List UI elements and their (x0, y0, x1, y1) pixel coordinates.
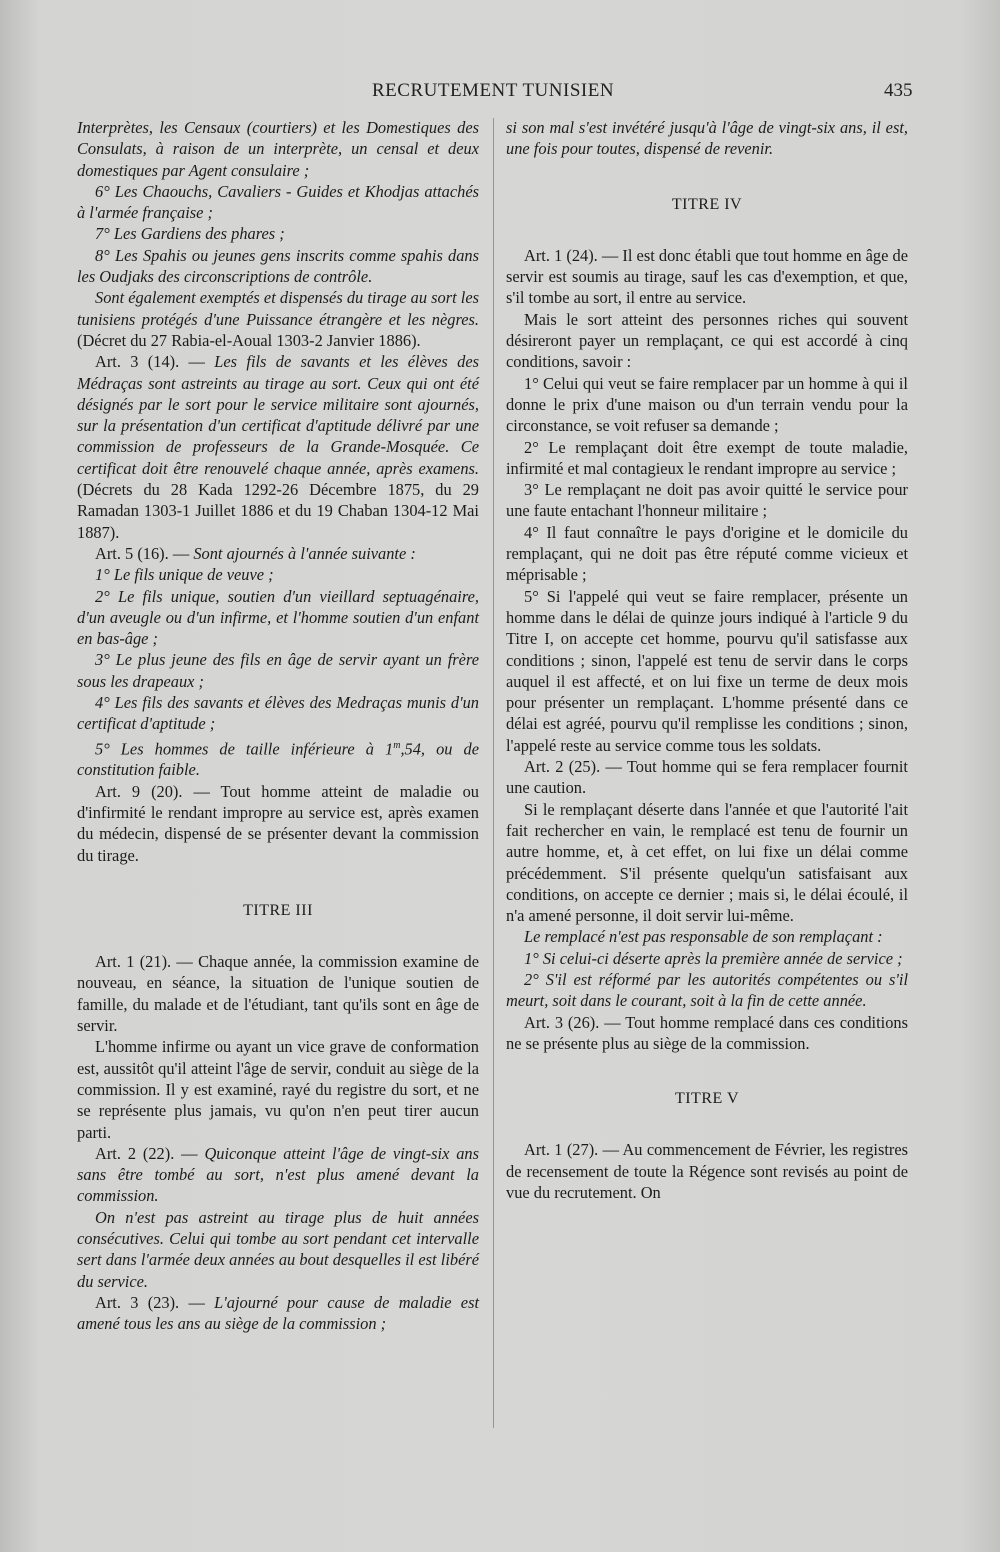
paragraph: Le remplacé n'est pas responsable de son remplaçant : (524, 927, 883, 947)
article-lead: Art. 2 (22). — (95, 1143, 205, 1163)
paragraph: On n'est pas astreint au tirage plus de huit années consécutives. Celui qui tombe au sort pendant cet intervalle sert dans l'armée deux années au bout desquelles il est libéré du service. (77, 1207, 479, 1291)
article (77, 351, 479, 543)
article-lead: Art. 3 (14). — (95, 352, 215, 372)
list-item: 1° Si celui-ci déserte après la première année de service ; (524, 948, 903, 968)
paragraph: 6° Les Chaouchs, Cavaliers - Guides et Khodjas attachés à l'armée française ; (77, 181, 479, 223)
column-divider (493, 118, 494, 1428)
paragraph: Mais le sort atteint des personnes riches qui souvent désireront payer un remplaçant, ce qui est accordé à cinq conditions, savoir : (506, 309, 908, 372)
running-title: RECRUTEMENT TUNISIEN (372, 80, 615, 101)
left-column (77, 117, 479, 1335)
list-item: 1° Celui qui veut se faire remplacer par un homme à qui il donne le prix d'une maison ou d'un terrain vendu pour la circonstance, se voit refuser sa demande ; (506, 373, 908, 436)
article: Art. 9 (20). — Tout homme atteint de maladie ou d'infirmité le rendant impropre au service est, après examen du médecin, dispensé de se présenter devant la commission du tirage. (77, 781, 479, 865)
article-italic-text: Sont ajournés à l'année suivante : (193, 543, 416, 563)
article-italic-text: Quiconque atteint l'âge de vingt-six ans sans être tombé au sort, n'est plus amené devant la commission. (77, 1143, 479, 1206)
article-italic-text: L'ajourné pour cause de maladie est amené tous les ans au siège de la commission ; (77, 1292, 480, 1334)
page-number: 435 (884, 80, 913, 101)
list-item: 3° Le remplaçant ne doit pas avoir quitté le service pour une faute entachant l'honneur militaire ; (506, 480, 908, 521)
article-lead: Art. 5 (16). — (95, 543, 194, 563)
list-item-text: 5° Les hommes de taille inférieure à 1 (95, 739, 394, 759)
section-title: TITRE III (243, 901, 313, 919)
article: Art. 3 (26). — Tout homme remplacé dans ces conditions ne se présente plus au siège de la commission. (506, 1012, 908, 1053)
list-item: 4° Il faut connaître le pays d'origine et le domicile du remplaçant, qui ne doit pas être réputé comme vicieux et méprisable ; (506, 522, 908, 585)
list-item-text: ,54, ou de constitution faible. (77, 739, 479, 780)
article (77, 1143, 479, 1207)
decree-reference: (Décret du 27 Rabia-el-Aoual 1303-2 Janvier 1886). (77, 330, 421, 350)
list-item (77, 735, 479, 781)
paragraph: 7° Les Gardiens des phares ; (95, 224, 285, 244)
paragraph: Interprètes, les Censaux (courtiers) et les Domestiques des Consulats, à raison de un interprète, un censal et deux domestiques par Agent consulaire ; (77, 118, 479, 180)
article (77, 543, 479, 564)
article (77, 1292, 479, 1335)
list-item: 4° Les fils des savants et élèves des Medraças munis d'un certificat d'aptitude ; (77, 693, 479, 734)
list-item: 2° Le fils unique, soutien d'un vieillard septuagénaire, d'un aveugle ou d'un infirme, et l'homme soutien d'un enfant en bas-âge ; (77, 586, 479, 649)
article: Art. 1 (24). — Il est donc établi que tout homme en âge de servir est soumis au tirage, sauf les cas d'exemption, et que, s'il tombe au sort, il entre au service. (506, 245, 908, 308)
paragraph (77, 287, 479, 351)
list-item: 2° S'il est réformé par les autorités compétentes ou s'il meurt, soit dans le courant, soit à la fin de cette année. (506, 969, 908, 1011)
right-column (506, 117, 908, 1203)
article-lead: Art. 3 (23). — (95, 1292, 215, 1312)
article: Art. 1 (21). — Chaque année, la commission examine de nouveau, en séance, la situation de l'unique soutien de famille, du malade et de l'étudiant, tant qu'ils sont en âge de servir. (77, 952, 479, 1036)
paragraph: L'homme infirme ou ayant un vice grave de conformation est, aussitôt qu'il atteint l'âge de servir, conduit au siège de la commission. Il y est examiné, rayé du registre du sort, et ne se représente plus jamais, vu qu'on n'en peut tirer aucun parti. (77, 1037, 479, 1142)
article-italic-text: Les fils de savants et les élèves des Médraças sont astreints au tirage au sort. Ceux qui ont été désignés par le sort pour le service militaire sont ajournés, sur la présentation d'un certificat d'aptitude délivré par une commission de professeurs de la Grande-Mosquée. Ce certificat doit être renouvelé chaque année, après examens. (77, 352, 479, 478)
article: Art. 2 (25). — Tout homme qui se fera remplacer fournit une caution. (506, 757, 908, 798)
section-title: TITRE IV (671, 195, 743, 213)
unit-superscript: m (393, 739, 401, 751)
list-item: 3° Le plus jeune des fils en âge de servir ayant un frère sous les drapeaux ; (77, 650, 479, 691)
decree-italic-text: Sont également exemptés et dispensés du tirage au sort les tunisiens protégés d'une Puissance étrangère et les nègres. (77, 288, 479, 329)
decree-reference: (Décrets du 28 Kada 1292-26 Décembre 1875, du 29 Ramadan 1303-1 Juillet 1886 et du 19 Chaban 1304-12 Mai 1887). (77, 480, 479, 542)
paragraph: Si le remplaçant déserte dans l'année et que l'autorité l'ait fait rechercher en vain, le remplacé est tenu de fournir un autre homme, et, à cet effet, on lui fixe un délai comme précédemment. S'il présente quelqu'un satisfaisant aux conditions, on accepte ce dernier ; mais si, le délai écoulé, il n'a amené personne, il doit servir lui-même. (506, 799, 908, 926)
list-item: 1° Le fils unique de veuve ; (95, 565, 274, 585)
section-title: TITRE V (674, 1090, 740, 1108)
list-item: 2° Le remplaçant doit être exempt de toute maladie, infirmité et mal contagieux le rendant impropre au service ; (506, 437, 908, 478)
paragraph: si son mal s'est invétéré jusqu'à l'âge de vingt-six ans, il est, une fois pour toutes, dispensé de revenir. (506, 118, 908, 159)
article: Art. 1 (27). — Au commencement de Février, les registres de recensement de toute la Régence sont revisés au point de vue du recrutement. On (506, 1140, 908, 1203)
list-item: 5° Si l'appelé qui veut se faire remplacer, présente un homme dans le délai de quinze jours indiqué à l'article 9 du Titre I, on accepte cet homme, pourvu qu'il satisfasse aux conditions ; sinon, l'appelé est tenu de servir dans le corps auquel il est affecté, et on lui fixe un terme de deux mois pour présenter un remplaçant. L'homme présenté dans ce délai est agréé, pourvu qu'il remplisse les conditions ; sinon, l'appelé reste au service comme tous les soldats. (506, 586, 908, 755)
paragraph: 8° Les Spahis ou jeunes gens inscrits comme spahis dans les Oudjaks des circonscriptions de contrôle. (77, 245, 479, 287)
